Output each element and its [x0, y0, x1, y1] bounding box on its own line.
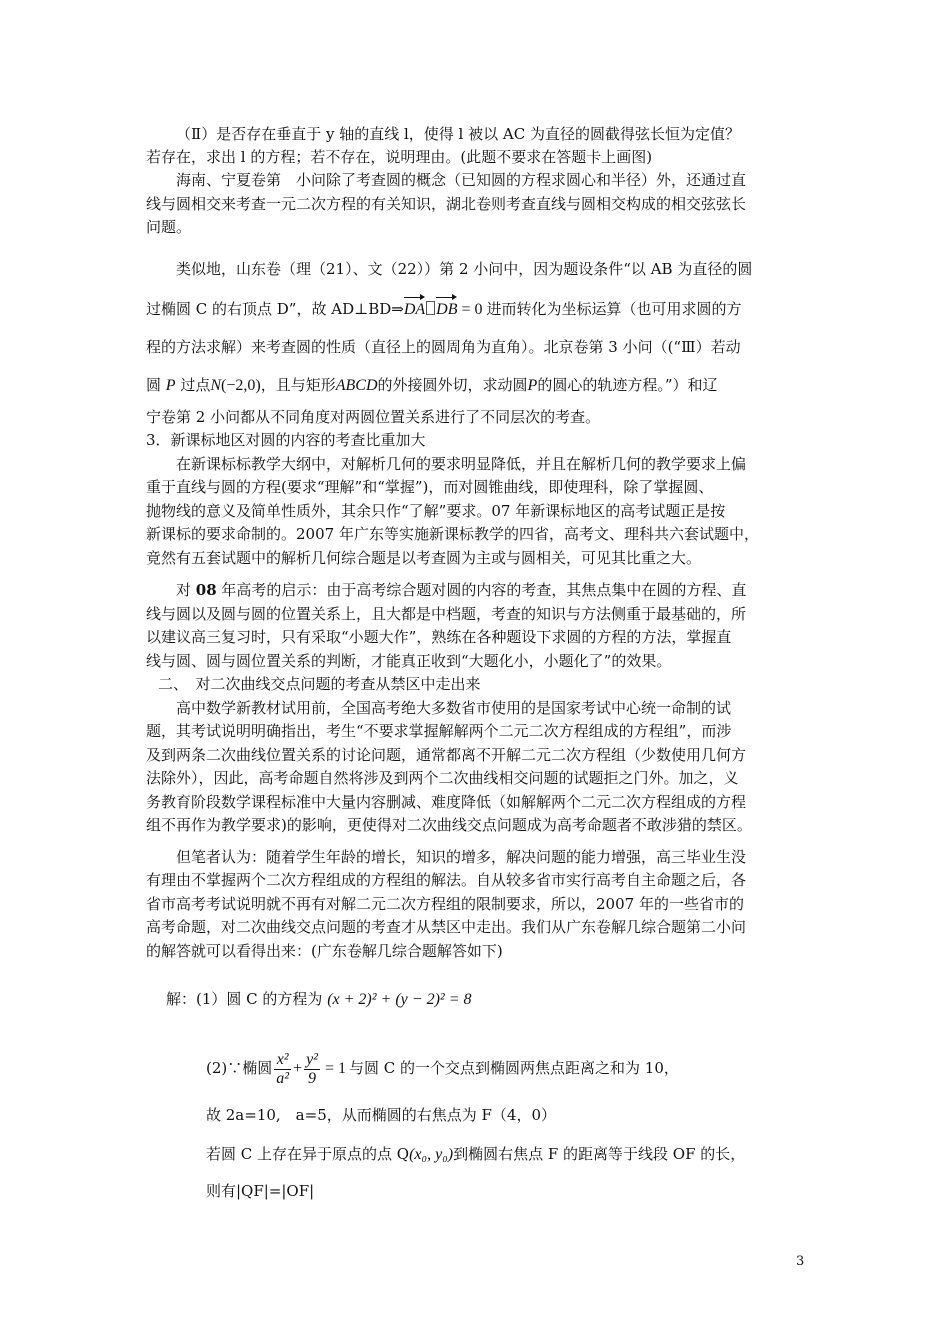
text-run: 过椭圆 C 的右顶点 D”，故 AD⊥BD⇒: [146, 300, 404, 318]
frac-denominator: a²: [276, 1069, 290, 1087]
text-run: 到椭圆右焦点 F 的距离等于线段 OF 的长，: [453, 1145, 746, 1163]
para-line: 竟然有五套试题中的解析几何综合题是以考查圆为主或与圆相关，可见其比重之大。: [146, 549, 702, 567]
vector-DB: DB: [436, 299, 457, 321]
math-point: (−2,0): [221, 377, 261, 394]
frac-numerator: y²: [306, 1050, 318, 1068]
text-run: 对: [176, 581, 196, 599]
text-run: 若圆 C 上存在异于原点的点 Q: [206, 1145, 410, 1163]
para-line: 但笔者认为：随着学生年龄的增长，知识的增多，解决问题的能力增强，高三毕业生没: [176, 848, 747, 866]
point-Q: (x₀, y₀): [409, 1146, 454, 1163]
para-line: 线与圆、圆与圆位置关系的判断，才能真正收到“大题化小，小题化了”的效果。: [146, 652, 672, 670]
para-line: 线与圆相交来考查一元二次方程的有关知识，湖北卷则考查直线与圆相交构成的相交弦弦长: [146, 195, 747, 213]
text-run: 的圆心的轨迹方程。”）和辽: [537, 376, 718, 394]
para-line: 海南、宁夏卷第 小问除了考查圆的概念（已知圆的方程求圆心和半径）外，还通过直: [176, 171, 747, 189]
para-line: 程的方法求解）来考查圆的性质（直径上的圆周角为直角）。北京卷第 3 小问（(“Ⅲ）若动: [146, 338, 741, 356]
para-line: 类似地，山东卷（理（21）、文（22））第 2 小问中，因为题设条件“以 AB 为直径的圆: [176, 260, 753, 278]
text-run: 年高考的启示：由于高考综合题对圆的内容的考查，其焦点集中在圆的方程、直: [216, 581, 747, 599]
para-line: [176, 579, 811, 601]
math-P: P: [165, 377, 176, 394]
para-line: 宁卷第 2 小问都从不同角度对两圆位置关系进行了不同层次的考查。: [146, 408, 601, 426]
para-line: 法除外），因此，高考命题自然将涉及到两个二次曲线相交问题的试题拒之门外。加之，义: [146, 769, 739, 787]
para-line: 务教育阶段数学课程标准中大量内容删减、难度降低（如解解两个二元二次方程组成的方程: [146, 793, 747, 811]
para-line: 题，其考试说明明确指出，考生“不要求掌握解解两个二元二次方程组成的方程组”，而涉: [146, 722, 732, 740]
solution-step-3: 故 2a=10, a=5，从而椭圆的右焦点为 F（4，0）: [206, 1106, 556, 1124]
para-line: 的解答就可以看得出来：(广东卷解几综合题解答如下): [146, 942, 503, 960]
para-line: 有理由不掌握两个二次方程组成的方程组的解法。自从较多省市实行高考自主命题之后，各: [146, 871, 747, 889]
vector-DA: DA: [404, 299, 425, 321]
frac-denominator: 9: [308, 1069, 317, 1087]
page-number: 3: [796, 1254, 805, 1269]
equals-one: = 1: [324, 1060, 347, 1077]
solution-step-5: 则有|QF|=|OF|: [206, 1182, 315, 1200]
math-N: N: [210, 377, 222, 394]
para-line: 高中数学新教材试用前，全国高考绝大多数省市使用的是国家考试中心统一命制的试: [176, 699, 732, 717]
text-run: ，且与矩形: [260, 376, 336, 394]
para-line: 若存在，求出 l 的方程；若不存在，说明理由。(此题不要求在答题卡上画图): [146, 148, 653, 166]
para-line: 省市高考考试说明就不再有对解二元二次方程组的限制要求，所以，2007 年的一些省市的: [146, 895, 744, 913]
para-line: 重于直线与圆的方程(要求“理解”和“掌握”)，而对圆锥曲线，即使理科，除了掌握圆、: [146, 478, 714, 496]
text-run: 解：(1）圆 C 的方程为: [166, 990, 323, 1008]
fraction-x-over-a: [274, 1051, 291, 1088]
math-ABCD: ABCD: [335, 377, 378, 394]
para-line: 新课标的要求命制的。2007 年广东等实施新课标教学的四省，高考文、理科共六套试题中，: [146, 525, 759, 543]
text-run: 的外接圆外切，求动圆: [377, 376, 528, 394]
plus-sign: +: [293, 1060, 303, 1077]
text-run: 圆: [146, 376, 162, 394]
para-line-math: [146, 374, 811, 397]
para-line: 高考命题，对二次曲线交点问题的考查才从禁区中走出。我们从广东卷解几综合题第二小问: [146, 918, 747, 936]
circle-equation: (x + 2)² + (y − 2)² = 8: [327, 991, 472, 1008]
text-run: 与圆 C 的一个交点到椭圆两焦点距离之和为 10，: [349, 1059, 679, 1077]
para-line-vector: [146, 298, 811, 321]
text-run: (2)∵椭圆: [206, 1059, 273, 1077]
math-P: P: [527, 377, 538, 394]
section-heading: 3．新课标地区对圆的内容的考查比重加大: [146, 431, 426, 449]
para-line: 问题。: [146, 218, 192, 236]
solution-step-4: [206, 1143, 871, 1166]
para-line: 组不再作为教学要求)的影响，更使得对二次曲线交点问题成为高考命题者不敢涉猎的禁区。: [146, 816, 752, 834]
para-line: 以建议高三复习时，只有采取“小题大作”，熟练在各种题设下求圆的方程的方法，掌握直: [146, 628, 732, 646]
dot-product-glyph: [426, 301, 435, 315]
frac-numerator: x²: [274, 1051, 291, 1070]
text-run: 过点: [180, 376, 211, 394]
bold-year: 08: [195, 581, 217, 599]
para-line: 抛物线的意义及简单性质外，其余只作“了解”要求。07 年新课标地区的高考试题正是按: [146, 502, 726, 520]
para-line: 线与圆以及圆与圆的位置关系上，且大都是中档题，考查的知识与方法侧重于最基础的，所: [146, 605, 747, 623]
para-line: （Ⅱ）是否存在垂直于 y 轴的直线 l，使得 l 被以 AC 为直径的圆截得弦长恒为定值？: [176, 125, 740, 143]
para-line: 及到两条二次曲线位置关系的讨论问题，通常都离不开解二元二次方程组（少数使用几何方: [146, 746, 747, 764]
solution-step-1: [166, 988, 831, 1011]
section-heading: 二、 对二次曲线交点问题的考查从禁区中走出来: [158, 675, 481, 693]
solution-step-2: [206, 1048, 871, 1089]
text-run: 进而转化为坐标运算（也可用求圆的方: [486, 300, 742, 318]
para-line: 在新课标标教学大纲中，对解析几何的要求明显降低，并且在解析几何的教学要求上偏: [176, 455, 747, 473]
equals-zero: = 0: [461, 301, 483, 318]
fraction-y-over-9: [304, 1051, 320, 1088]
